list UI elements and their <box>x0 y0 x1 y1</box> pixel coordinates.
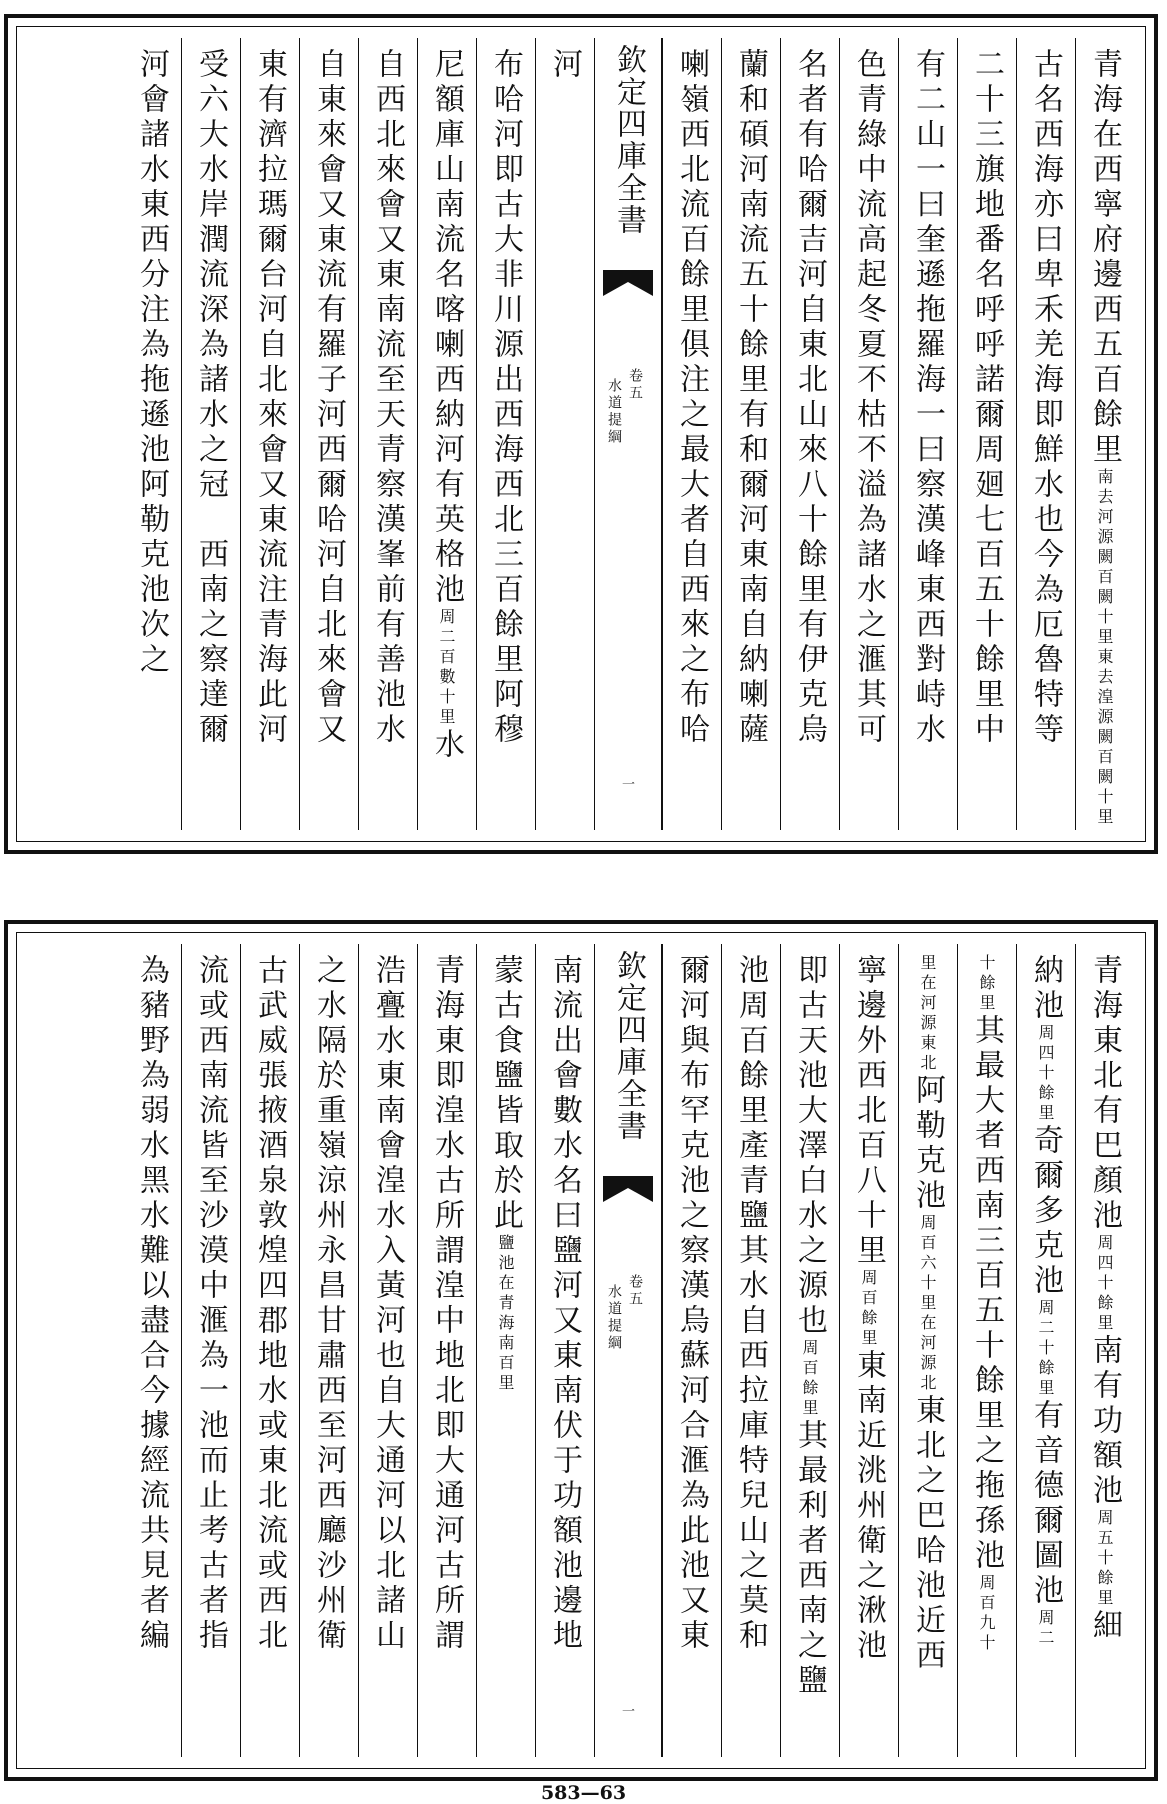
book-title: 欽定四庫全書 <box>611 44 646 236</box>
column-text: 二十三旗地番名呼呼諾爾周廻七百五十餘里中 <box>969 48 1004 748</box>
column-text: 水 <box>429 728 464 763</box>
text-column <box>957 944 1016 1757</box>
column-text: 細 <box>1087 1609 1122 1644</box>
text-column <box>358 944 417 1757</box>
column-text: 南有功額池 <box>1087 1334 1122 1509</box>
column-text: 為豬野為弱水黑水難以盡合今據經流共見者編 <box>134 954 169 1654</box>
column-text: 自西北來會又東南流至天青察漢峯前有善池水 <box>370 48 405 748</box>
annotation: 周二 <box>1036 1609 1055 1649</box>
text-column <box>476 944 535 1757</box>
annotation: 周二十餘里 <box>1036 1299 1055 1399</box>
text-column <box>1016 38 1075 830</box>
bottom-page <box>4 920 1158 1781</box>
column-text: 名者有哈爾吉河自東北山來八十餘里有伊克烏 <box>792 48 827 748</box>
annotation: 十餘里 <box>977 954 996 1014</box>
annotation: 周百九十 <box>977 1574 996 1654</box>
text-column <box>358 38 417 830</box>
text-column <box>721 944 780 1757</box>
column-text: 古名西海亦曰卑禾羌海即鮮水也今為厄魯特等 <box>1028 48 1063 748</box>
text-column <box>898 944 957 1757</box>
column-text: 東南近洮州衛之湫池 <box>851 1349 886 1664</box>
column-text: 奇爾多克池 <box>1028 1124 1063 1299</box>
text-column <box>1075 944 1134 1757</box>
column-text: 蘭和碩河南流五十餘里有和爾河東南自納喇薩 <box>733 48 768 748</box>
text-column <box>780 944 839 1757</box>
text-column <box>181 38 240 830</box>
text-column <box>662 944 721 1757</box>
annotation: 周百餘里 <box>800 1339 819 1419</box>
column-text: 河會諸水東西分注為拖遜池阿勒克池次之 <box>134 48 169 678</box>
column-text: 浩亹水東南會湟水入黃河也自大通河以北諸山 <box>370 954 405 1654</box>
column-text: 青海在西寧府邊西五百餘里 <box>1087 48 1122 468</box>
text-column <box>181 944 240 1757</box>
text-column <box>476 38 535 830</box>
page-number: 583—63 <box>540 1782 627 1804</box>
column-text: 阿勒克池 <box>910 1074 945 1214</box>
leaf-number: 一 <box>619 777 634 790</box>
volume-label: 卷五 <box>627 1274 643 1308</box>
column-text: 自東來會又東流有羅子河西爾哈河自北來會又 <box>311 48 346 748</box>
bottom-text-columns <box>28 944 1134 1757</box>
column-text: 其最大者西南三百五十餘里之拖孫池 <box>969 1014 1004 1574</box>
column-text: 有二山一曰奎遜拖羅海一曰察漢峰東西對峙水 <box>910 48 945 748</box>
text-column <box>299 38 358 830</box>
volume-label: 卷五 <box>627 368 643 402</box>
column-text: 爾河與布罕克池之察漢烏蘇河合滙為此池又東 <box>674 954 709 1654</box>
column-text: 布哈河即古大非川源出西海西北三百餘里阿穆 <box>488 48 523 748</box>
column-text: 納池 <box>1028 954 1063 1024</box>
annotation: 周五十餘里 <box>1095 1509 1114 1609</box>
text-column <box>662 38 721 830</box>
page-gutter <box>594 38 662 830</box>
column-text: 色青綠中流高起冬夏不枯不溢為諸水之滙其可 <box>851 48 886 748</box>
annotation: 周百六十里在河源北 <box>918 1214 937 1394</box>
column-text: 之水隔於重嶺涼州永昌甘肅西至河西廳沙州衛 <box>311 954 346 1654</box>
column-text: 有音德爾圖池 <box>1028 1399 1063 1609</box>
text-column <box>839 944 898 1757</box>
text-column <box>417 38 476 830</box>
column-text: 其最利者西南之鹽 <box>792 1419 827 1699</box>
text-column <box>1016 944 1075 1757</box>
column-text: 受六大水岸潤流深為諸水之冠 西南之察達爾 <box>193 48 228 748</box>
column-text: 青海東北有巴顏池 <box>1087 954 1122 1234</box>
text-column <box>535 944 594 1757</box>
text-column <box>839 38 898 830</box>
column-text: 河 <box>547 48 582 83</box>
annotation: 鹽池在青海南百里 <box>496 1234 515 1394</box>
column-text: 南流出會數水名曰鹽河又東南伏于功額池邊地 <box>547 954 582 1654</box>
column-text: 青海東即湟水古所謂湟中地北即大通河古所謂 <box>429 954 464 1654</box>
top-text-columns <box>28 38 1134 830</box>
text-column <box>1075 38 1134 830</box>
column-text: 喇嶺西北流百餘里俱注之最大者自西來之布哈 <box>674 48 709 748</box>
top-page <box>4 14 1158 854</box>
column-text: 流或西南流皆至沙漠中滙為一池而止考古者指 <box>193 954 228 1654</box>
column-text: 池周百餘里產青鹽其水自西拉庫特兒山之莫和 <box>733 954 768 1654</box>
column-text: 即古天池大澤白水之源也 <box>792 954 827 1339</box>
section-title: 水道提綱 <box>606 378 622 446</box>
annotation: 周百餘里 <box>859 1269 878 1349</box>
annotation: 里在河源東北 <box>918 954 937 1074</box>
text-column <box>721 38 780 830</box>
annotation: 周四十餘里 <box>1095 1234 1114 1334</box>
text-column <box>240 38 299 830</box>
annotation: 南去河源闕百闕十里東去湟源闕百闕十里 <box>1095 468 1114 828</box>
column-text: 東北之巴哈池近西 <box>910 1394 945 1674</box>
book-title: 欽定四庫全書 <box>611 950 646 1142</box>
column-text: 東有濟拉瑪爾台河自北來會又東流注青海此河 <box>252 48 287 748</box>
text-column <box>123 38 181 830</box>
text-column <box>535 38 594 830</box>
column-text: 蒙古食鹽皆取於此 <box>488 954 523 1234</box>
text-column <box>240 944 299 1757</box>
fish-tail-mark-icon <box>603 270 653 296</box>
column-text: 古武威張掖酒泉敦煌四郡地水或東北流或西北 <box>252 954 287 1654</box>
text-column <box>898 38 957 830</box>
text-column <box>780 38 839 830</box>
column-text: 寧邊外西北百八十里 <box>851 954 886 1269</box>
text-column <box>123 944 181 1757</box>
section-title: 水道提綱 <box>606 1284 622 1352</box>
annotation: 周四十餘里 <box>1036 1024 1055 1124</box>
text-column <box>299 944 358 1757</box>
text-column <box>417 944 476 1757</box>
page-gutter <box>594 944 662 1757</box>
annotation: 周二百數十里 <box>437 608 456 728</box>
fish-tail-mark-icon <box>603 1176 653 1202</box>
text-column <box>957 38 1016 830</box>
leaf-number: 一 <box>619 1704 634 1717</box>
column-text: 尼額庫山南流名喀喇西納河有英格池 <box>429 48 464 608</box>
